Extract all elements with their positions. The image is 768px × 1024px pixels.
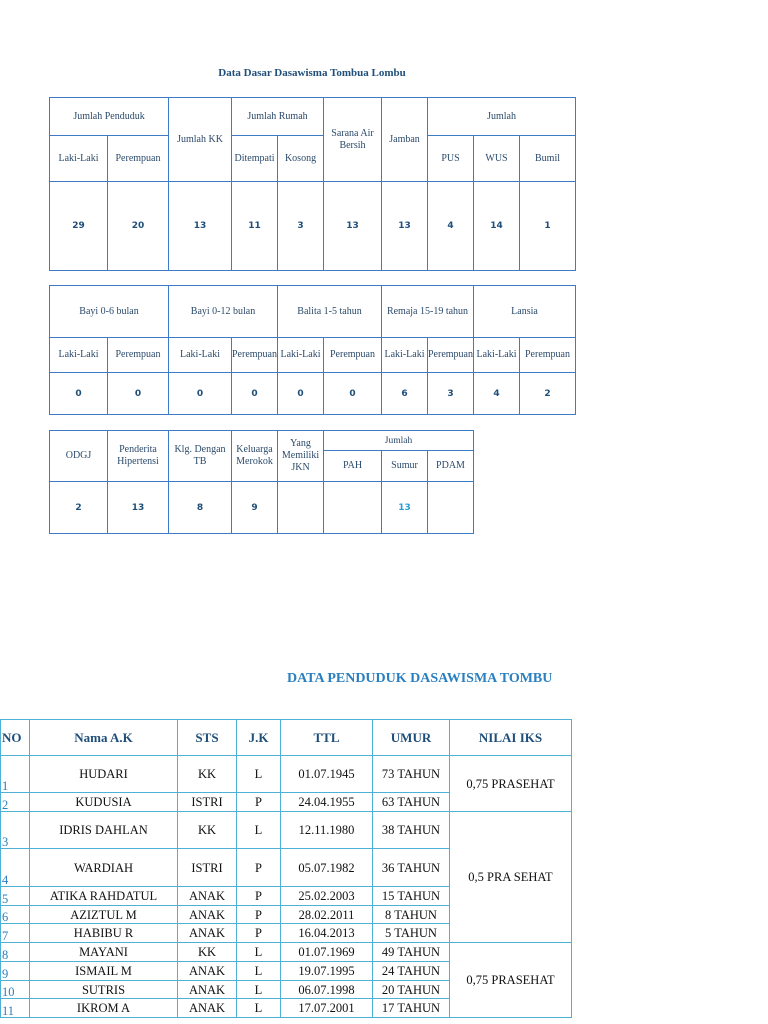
- value-remaja-perempuan: 3: [428, 373, 474, 415]
- cell-ttl: 28.02.2011: [281, 906, 373, 924]
- header-laki-laki: Laki-Laki: [382, 338, 428, 373]
- cell-nama: ATIKA RAHDATUL: [30, 887, 178, 906]
- cell-sts: ISTRI: [178, 793, 237, 812]
- header-sts: STS: [178, 720, 237, 756]
- cell-nilai-iks: 0,5 PRA SEHAT: [450, 812, 572, 943]
- value-kosong: 3: [278, 182, 324, 271]
- header-perempuan: Perempuan: [108, 338, 169, 373]
- cell-no: 6: [1, 906, 30, 924]
- cell-sts: ANAK: [178, 981, 237, 999]
- cell-nama: HUDARI: [30, 756, 178, 793]
- cell-ttl: 16.04.2013: [281, 924, 373, 943]
- header-pdam: PDAM: [428, 451, 474, 482]
- cell-jk: L: [237, 943, 281, 962]
- cell-ttl: 24.04.1955: [281, 793, 373, 812]
- value-jkn: [278, 482, 324, 534]
- population-table: [0, 719, 572, 1018]
- value-bumil: 1: [520, 182, 576, 271]
- table-row: [1, 943, 572, 962]
- cell-nama: IKROM A: [30, 999, 178, 1018]
- header-pah: PAH: [324, 451, 382, 482]
- cell-ttl: 06.07.1998: [281, 981, 373, 999]
- summary-table-population: [49, 97, 576, 271]
- cell-sts: ANAK: [178, 924, 237, 943]
- header-perempuan: Perempuan: [428, 338, 474, 373]
- header-jumlah-kk: Jumlah KK: [169, 98, 232, 182]
- cell-sts: ISTRI: [178, 849, 237, 887]
- header-perempuan: Perempuan: [324, 338, 382, 373]
- cell-umur: 36 TAHUN: [373, 849, 450, 887]
- cell-sts: ANAK: [178, 887, 237, 906]
- cell-umur: 15 TAHUN: [373, 887, 450, 906]
- cell-ttl: 12.11.1980: [281, 812, 373, 849]
- header-pus: PUS: [428, 136, 474, 182]
- header-nilai-iks: NILAI IKS: [450, 720, 572, 756]
- value-bayi-0-12-perempuan: 0: [232, 373, 278, 415]
- cell-jk: L: [237, 999, 281, 1018]
- cell-jk: P: [237, 906, 281, 924]
- value-jamban: 13: [382, 182, 428, 271]
- cell-nama: KUDUSIA: [30, 793, 178, 812]
- header-jumlah-rumah: Jumlah Rumah: [232, 98, 324, 136]
- cell-jk: L: [237, 812, 281, 849]
- header-jk: J.K: [237, 720, 281, 756]
- header-laki-laki: Laki-Laki: [474, 338, 520, 373]
- header-sumur: Sumur: [382, 451, 428, 482]
- cell-nama: AZIZTUL M: [30, 906, 178, 924]
- header-remaja: Remaja 15-19 tahun: [382, 286, 474, 338]
- value-merokok: 9: [232, 482, 278, 534]
- header-keluarga-merokok: Keluarga Merokok: [232, 431, 278, 482]
- value-remaja-laki: 6: [382, 373, 428, 415]
- value-bayi-0-6-laki: 0: [50, 373, 108, 415]
- header-jumlah: Jumlah: [428, 98, 576, 136]
- header-perempuan: Perempuan: [520, 338, 576, 373]
- header-wus: WUS: [474, 136, 520, 182]
- header-ditempati: Ditempati: [232, 136, 278, 182]
- header-odgj: ODGJ: [50, 431, 108, 482]
- value-laki-laki: 29: [50, 182, 108, 271]
- header-no: NO: [1, 720, 30, 756]
- header-nama: Nama A.K: [30, 720, 178, 756]
- cell-ttl: 17.07.2001: [281, 999, 373, 1018]
- cell-nama: ISMAIL M: [30, 962, 178, 981]
- header-klg-dengan-tb: Klg. Dengan TB: [169, 431, 232, 482]
- header-sarana-air-bersih: Sarana Air Bersih: [324, 98, 382, 182]
- summary-table-health: [49, 430, 474, 534]
- cell-no: 4: [1, 849, 30, 887]
- cell-sts: ANAK: [178, 962, 237, 981]
- value-sarana-air: 13: [324, 182, 382, 271]
- cell-sts: KK: [178, 756, 237, 793]
- cell-jk: P: [237, 793, 281, 812]
- cell-jk: L: [237, 962, 281, 981]
- cell-no: 2: [1, 793, 30, 812]
- header-laki-laki: Laki-Laki: [50, 136, 108, 182]
- header-perempuan: Perempuan: [232, 338, 278, 373]
- cell-no: 10: [1, 981, 30, 999]
- value-balita-laki: 0: [278, 373, 324, 415]
- value-balita-perempuan: 0: [324, 373, 382, 415]
- header-laki-laki: Laki-Laki: [278, 338, 324, 373]
- value-jumlah-kk: 13: [169, 182, 232, 271]
- header-memiliki-jkn: Yang Memiliki JKN: [278, 431, 324, 482]
- cell-no: 3: [1, 812, 30, 849]
- cell-no: 5: [1, 887, 30, 906]
- value-perempuan: 20: [108, 182, 169, 271]
- table-row: [1, 756, 572, 793]
- cell-no: 11: [1, 999, 30, 1018]
- population-title: DATA PENDUDUK DASAWISMA TOMBU: [287, 671, 553, 686]
- header-jamban: Jamban: [382, 98, 428, 182]
- value-wus: 14: [474, 182, 520, 271]
- cell-nama: HABIBU R: [30, 924, 178, 943]
- header-ttl: TTL: [281, 720, 373, 756]
- cell-no: 9: [1, 962, 30, 981]
- cell-ttl: 19.07.1995: [281, 962, 373, 981]
- cell-umur: 63 TAHUN: [373, 793, 450, 812]
- cell-umur: 38 TAHUN: [373, 812, 450, 849]
- cell-sts: ANAK: [178, 999, 237, 1018]
- cell-jk: L: [237, 981, 281, 999]
- header-jumlah-penduduk: Jumlah Penduduk: [50, 98, 169, 136]
- summary-table-age-groups: [49, 285, 576, 415]
- value-bayi-0-6-perempuan: 0: [108, 373, 169, 415]
- value-bayi-0-12-laki: 0: [169, 373, 232, 415]
- cell-nama: SUTRIS: [30, 981, 178, 999]
- cell-ttl: 05.07.1982: [281, 849, 373, 887]
- cell-ttl: 01.07.1969: [281, 943, 373, 962]
- cell-sts: KK: [178, 812, 237, 849]
- value-pus: 4: [428, 182, 474, 271]
- cell-jk: P: [237, 887, 281, 906]
- cell-sts: ANAK: [178, 906, 237, 924]
- cell-umur: 73 TAHUN: [373, 756, 450, 793]
- cell-jk: P: [237, 924, 281, 943]
- cell-nama: WARDIAH: [30, 849, 178, 887]
- header-balita: Balita 1-5 tahun: [278, 286, 382, 338]
- value-ditempati: 11: [232, 182, 278, 271]
- cell-no: 8: [1, 943, 30, 962]
- cell-umur: 20 TAHUN: [373, 981, 450, 999]
- header-laki-laki: Laki-Laki: [50, 338, 108, 373]
- cell-umur: 49 TAHUN: [373, 943, 450, 962]
- cell-ttl: 01.07.1945: [281, 756, 373, 793]
- value-pdam: [428, 482, 474, 534]
- value-odgj: 2: [50, 482, 108, 534]
- cell-umur: 17 TAHUN: [373, 999, 450, 1018]
- header-penderita-hipertensi: Penderita Hipertensi: [108, 431, 169, 482]
- cell-jk: L: [237, 756, 281, 793]
- cell-jk: P: [237, 849, 281, 887]
- header-lansia: Lansia: [474, 286, 576, 338]
- header-bayi-0-6: Bayi 0-6 bulan: [50, 286, 169, 338]
- cell-no: 7: [1, 924, 30, 943]
- cell-sts: KK: [178, 943, 237, 962]
- table-row: [1, 812, 572, 849]
- header-perempuan: Perempuan: [108, 136, 169, 182]
- cell-ttl: 25.02.2003: [281, 887, 373, 906]
- value-tb: 8: [169, 482, 232, 534]
- cell-nilai-iks: 0,75 PRASEHAT: [450, 943, 572, 1018]
- header-jumlah: Jumlah: [324, 431, 474, 451]
- value-pah: [324, 482, 382, 534]
- cell-umur: 24 TAHUN: [373, 962, 450, 981]
- value-lansia-laki: 4: [474, 373, 520, 415]
- value-hipertensi: 13: [108, 482, 169, 534]
- header-bayi-0-12: Bayi 0-12 bulan: [169, 286, 278, 338]
- header-laki-laki: Laki-Laki: [169, 338, 232, 373]
- value-lansia-perempuan: 2: [520, 373, 576, 415]
- cell-umur: 8 TAHUN: [373, 906, 450, 924]
- cell-nama: IDRIS DAHLAN: [30, 812, 178, 849]
- summary-title: Data Dasar Dasawisma Tombua Lombu: [218, 67, 406, 79]
- cell-nama: MAYANI: [30, 943, 178, 962]
- header-bumil: Bumil: [520, 136, 576, 182]
- header-kosong: Kosong: [278, 136, 324, 182]
- header-umur: UMUR: [373, 720, 450, 756]
- cell-umur: 5 TAHUN: [373, 924, 450, 943]
- value-sumur: 13: [382, 482, 428, 534]
- cell-nilai-iks: 0,75 PRASEHAT: [450, 756, 572, 812]
- cell-no: 1: [1, 756, 30, 793]
